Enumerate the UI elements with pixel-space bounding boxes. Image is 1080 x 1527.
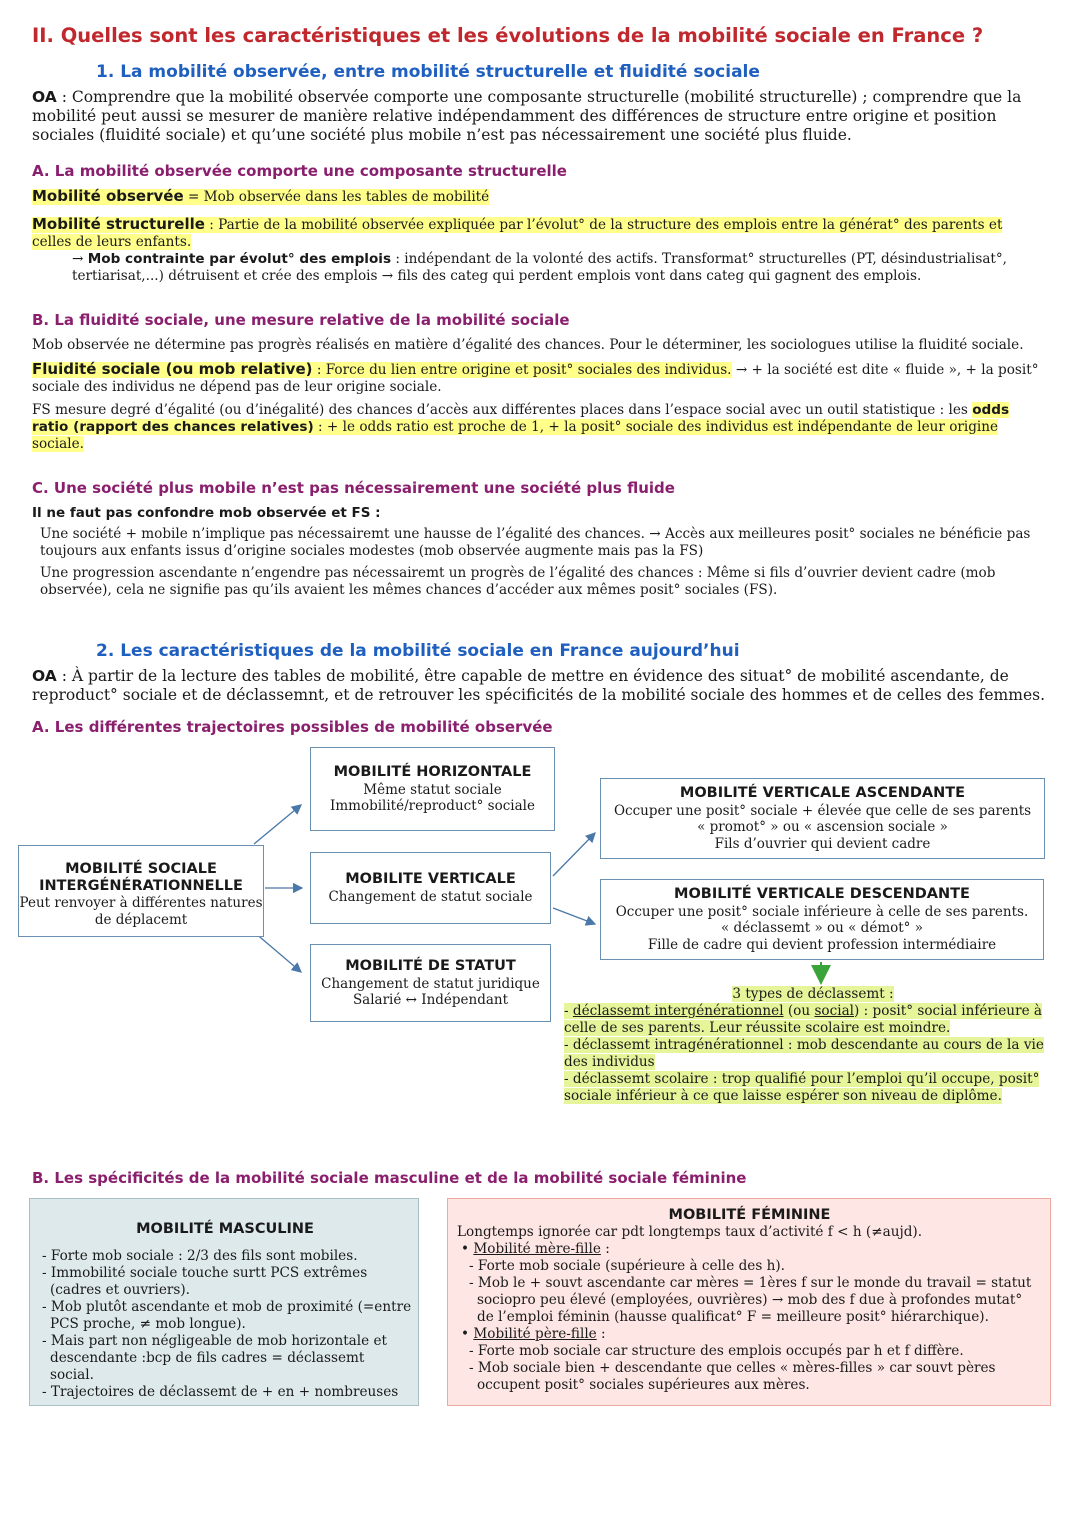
- fem-mere-fille: • Mobilité mère-fille :: [461, 1241, 610, 1257]
- arrow-to-ascendante: [553, 833, 595, 876]
- box-desc-line1: Occuper une posit° sociale inférieure à celle de ses parents.: [615, 903, 1029, 920]
- box-mobilite-descendante: [600, 879, 1044, 960]
- odds-ratio-term: odds ratio (rapport des chances relatives): [32, 402, 1010, 435]
- box-vert-text: Changement de statut sociale: [328, 888, 533, 905]
- box-asc-line1: Occuper une posit° sociale + élevée que celle de ses parents: [613, 802, 1032, 819]
- part2-heading: 2. Les caractéristiques de la mobilité sociale en France aujourd’hui: [96, 641, 740, 661]
- box-asc-title: MOBILITÉ VERTICALE ASCENDANTE: [679, 785, 966, 801]
- fem-b2-list: [457, 1343, 1042, 1394]
- arrow-right-icon: →: [72, 251, 88, 267]
- box-desc-title: MOBILITÉ VERTICALE DESCENDANTE: [674, 886, 970, 902]
- mobilite-structurelle-def: : Partie de la mobilité observée expliquée par l’évolut° de la structure des emplois entre la générat° des parents et celles de leurs enfants.: [32, 217, 1003, 250]
- box-mobilite-ascendante: [600, 778, 1045, 859]
- fem-title: MOBILITÉ FÉMININE: [668, 1207, 831, 1223]
- declassement-intragenerationnel: - déclassemt intragénérationnel : mob descendante au cours de la vie des individus: [564, 1037, 1044, 1070]
- masc-item: - Immobilité sociale touche surtt PCS extrêmes (cadres et ouvriers).: [42, 1265, 368, 1298]
- box-mobilite-horizontale: [310, 747, 555, 831]
- part2-oa-text: : À partir de la lecture des tables de mobilité, être capable de mettre en évidence des situat° de mobilité ascendante, de reproduct° sociale et de déclassemnt, et de retrouver les spécificités de la mobilité sociale des hommes et de celles des femmes.: [32, 667, 1046, 704]
- fluidite-def-rest: → + la société est dite « fluide », + la posit° sociale des individus ne dépend pas de leur origine sociale.: [32, 362, 1039, 395]
- box-asc-line3: Fils d’ouvrier qui devient cadre: [714, 835, 931, 852]
- declassement-scolaire: - déclassemt scolaire : trop qualifié pour l’emploi qu’il occupe, posit° sociale inférieur à ce que laisse espérer son niveau de diplôme.: [564, 1071, 1040, 1104]
- fem-b1-item: - Mob le + souvt ascendante car mères = 1ères f sur le monde du travail = statut sociopro peu élevé (employées, ouvrières) → mob des f due à profondes mutat° de l’emploi féminin (hausse qualificat° F = meilleure posit° hiérarchique).: [469, 1275, 1032, 1325]
- box-inter-text: Peut renvoyer à différentes natures de déplacemt: [19, 895, 263, 928]
- part1-secA-heading: A. La mobilité observée comporte une composante structurelle: [32, 162, 567, 180]
- decl1-term2: social: [814, 1003, 855, 1019]
- fem-intro: Longtemps ignorée car pdt longtemps taux d’activité f < h (≠aujd).: [457, 1224, 923, 1240]
- mobilite-observee-def: = Mob observée dans les tables de mobilité: [183, 189, 490, 205]
- mob-contrainte-text: : indépendant de la volonté des actifs. Transformat° structurelles (PT, désindustrialisat°, tertiarisat,...) détruisent et crée des emplois → fils des categ qui perdent emplois vont dans categ qui gagnent des emplois.: [72, 251, 1008, 284]
- box-stat-line1: Changement de statut juridique: [321, 975, 540, 992]
- fluidite-intro: Mob observée ne détermine pas progrès réalisés en matière d’égalité des chances. Pour le déterminer, les sociologues utilise la fluidité sociale.: [32, 337, 1024, 353]
- confusion-warning: Il ne faut pas confondre mob observée et FS :: [32, 505, 381, 521]
- fluidite-term: Fluidité sociale (ou mob relative): [32, 360, 313, 378]
- part1-secB-heading: B. La fluidité sociale, une mesure relative de la mobilité sociale: [32, 311, 570, 329]
- mob-contrainte-term: Mob contrainte par évolut° des emplois: [87, 251, 392, 267]
- box-vert-title: MOBILITE VERTICALE: [345, 871, 516, 887]
- fem-b1-label: Mobilité mère-fille: [473, 1241, 601, 1257]
- decl1-term: déclassemt intergénérationnel: [572, 1003, 784, 1019]
- mobilite-structurelle-term: Mobilité structurelle: [32, 215, 205, 233]
- masc-item: - Mais part non négligeable de mob horizontale et descendante :bcp de fils cadres = déclassemt social.: [42, 1333, 387, 1383]
- masc-list: [38, 1248, 412, 1401]
- part2-oa-label: OA: [32, 667, 57, 685]
- box-inter-title: MOBILITÉ SOCIALE INTERGÉNÉRATIONNELLE: [39, 861, 243, 894]
- secC-paragraph-2: Une progression ascendante n’engendre pas nécessairemt un progrès de l’égalité des chances : Même si fils d’ouvrier devient cadre (mob observée), cela ne signifie pas qu’ils avaient les mêmes chances d’accéder aux mêmes posit° sociales (FS).: [40, 565, 996, 598]
- box-horiz-line2: Immobilité/reproduct° sociale: [330, 798, 535, 814]
- declassement-intergenerationnel: - déclassemt intergénérationnel (ou social) : posit° social inférieure à celle de ses parents. Leur réussite scolaire est moindre.: [564, 1003, 1043, 1036]
- box-mobilite-intergenerationnelle: [18, 845, 264, 937]
- odds-ratio-def: : + le odds ratio est proche de 1, + la posit° sociale des individus est indépendante de leur origine sociale.: [32, 419, 999, 452]
- box-stat-title: MOBILITÉ DE STATUT: [345, 958, 516, 974]
- part1-oa-text: : Comprendre que la mobilité observée comporte une composante structurelle (mobilité structurelle) ; comprendre que la mobilité peut aussi se mesurer de manière relative indépendamment des différences de structure entre origine et position sociales (fluidité sociale) et qu’une société plus mobile n’est pas nécessairement une société plus fluide.: [32, 88, 1022, 144]
- mobilite-observee-term: Mobilité observée: [32, 187, 184, 205]
- panel-mobilite-feminine: [447, 1198, 1051, 1406]
- fem-b2-item: - Forte mob sociale car structure des emplois occupés par h et f diffère.: [469, 1343, 964, 1359]
- box-asc-line2: « promot° » ou « ascension sociale »: [697, 819, 948, 835]
- part2-secB-heading: B. Les spécificités de la mobilité sociale masculine et de la mobilité sociale féminine: [32, 1169, 747, 1187]
- masc-item: - Forte mob sociale : 2/3 des fils sont mobiles.: [42, 1248, 358, 1264]
- part1-secC-heading: C. Une société plus mobile n’est pas nécessairement une société plus fluide: [32, 479, 675, 497]
- box-mobilite-verticale: [310, 852, 551, 924]
- part1-oa-label: OA: [32, 88, 57, 106]
- fem-b2-label: Mobilité père-fille: [473, 1326, 597, 1342]
- decl1-mid: (ou: [783, 1003, 815, 1019]
- fem-pere-fille: • Mobilité père-fille :: [461, 1326, 606, 1342]
- page-title: II. Quelles sont les caractéristiques et les évolutions de la mobilité sociale en France ?: [32, 24, 984, 47]
- masc-item: - Trajectoires de déclassemt de + en + nombreuses: [42, 1384, 399, 1400]
- box-stat-line2: Salarié ↔ Indépendant: [352, 992, 509, 1008]
- arrow-to-descendante: [553, 908, 595, 924]
- box-mobilite-statut: [310, 944, 551, 1022]
- box-desc-line3: Fille de cadre qui devient profession intermédiaire: [647, 936, 997, 953]
- box-horiz-line1: Même statut sociale: [363, 781, 502, 798]
- part1-heading: 1. La mobilité observée, entre mobilité structurelle et fluidité sociale: [96, 62, 760, 82]
- odds-ratio-intro: FS mesure degré d’égalité (ou d’inégalité) des chances d’accès aux différentes places dans l’espace social avec un outil statistique : les: [32, 402, 973, 418]
- box-desc-line2: « déclassemt » ou « démot° »: [721, 920, 923, 936]
- fluidite-def: : Force du lien entre origine et posit° sociales des individus.: [312, 362, 732, 378]
- secC-paragraph-1: Une société + mobile n’implique pas nécessairemt une hausse de l’égalité des chances. → Accès aux meilleures posit° sociales ne bénéficie pas toujours aux enfants issus d’origine sociales modestes (mob observée augmente mais pas la FS): [40, 526, 1031, 559]
- fem-b2-item: - Mob sociale bien + descendante que celles « mères-filles » car souvt pères occupent posit° sociales supérieures aux mères.: [469, 1360, 996, 1393]
- masc-item: - Mob plutôt ascendante et mob de proximité (=entre PCS proche, ≠ mob longue).: [42, 1299, 412, 1332]
- arrow-to-statut: [254, 932, 301, 972]
- part2-secA-heading: A. Les différentes trajectoires possibles de mobilité observée: [32, 718, 553, 736]
- arrow-to-horizontale: [254, 805, 301, 844]
- panel-mobilite-masculine: [29, 1198, 419, 1406]
- decl1-rest: ) : posit° social inférieure à celle de ses parents. Leur réussite scolaire est moindre.: [564, 1003, 1043, 1036]
- declassement-title: 3 types de déclassemt :: [732, 986, 894, 1002]
- declassement-types: [564, 986, 1062, 1105]
- box-horiz-title: MOBILITÉ HORIZONTALE: [333, 764, 532, 780]
- fem-b1-item: - Forte mob sociale (supérieure à celle des h).: [469, 1258, 786, 1274]
- masc-title: MOBILITÉ MASCULINE: [136, 1221, 314, 1237]
- fem-b1-list: [457, 1258, 1042, 1326]
